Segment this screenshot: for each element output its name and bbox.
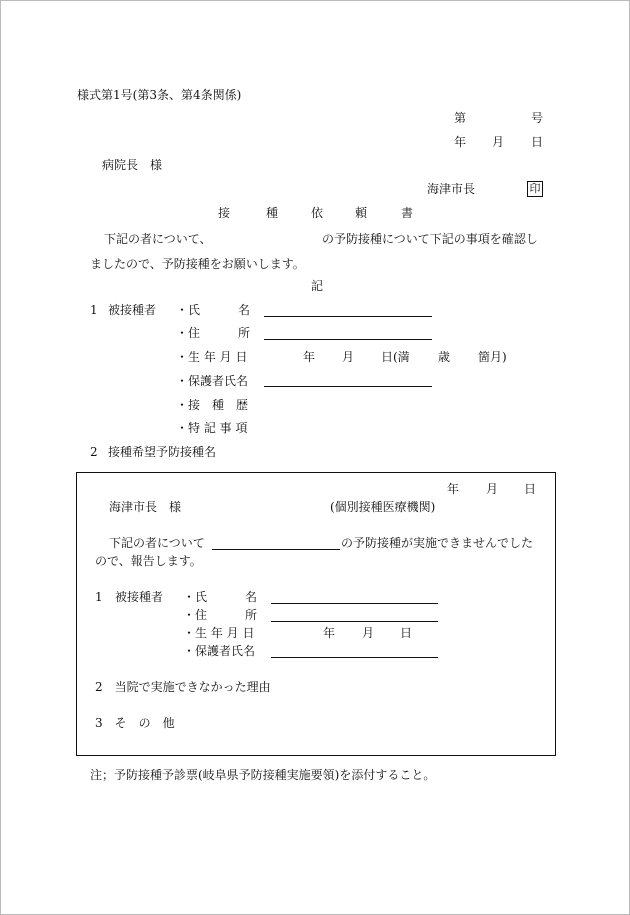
report-birth-month: 月 xyxy=(362,626,375,640)
section1-number: 1 xyxy=(90,303,98,317)
report-birth-label: ・生 年 月 日 xyxy=(183,626,255,640)
doc-number-suffix: 号 xyxy=(531,111,544,125)
report-box xyxy=(76,472,556,756)
birth-label: ・生 年 月 日 xyxy=(176,350,248,364)
report-address-label-a: ・住 xyxy=(183,608,208,622)
birth-years-old: 歳 xyxy=(438,350,451,364)
address-label-a: ・住 xyxy=(176,326,201,340)
history-label: ・接 種 歴 xyxy=(176,398,249,412)
guardian-label: ・保護者氏名 xyxy=(176,374,249,388)
report-section2: 2 当院で実施できなかった理由 xyxy=(95,680,271,694)
report-address-line xyxy=(271,621,438,622)
intro-line1-a: 下記の者について、 xyxy=(104,232,212,246)
report-name-label-b: 名 xyxy=(245,590,258,604)
title-char-2: 種 xyxy=(266,206,279,220)
report-date-day: 日 xyxy=(524,482,537,496)
form-number: 様式第1号(第3条、第4条関係) xyxy=(77,88,242,102)
name-label-b: 名 xyxy=(238,303,251,317)
footnote: 注；予防接種予診票(岐阜県予防接種実施要領)を添付すること。 xyxy=(90,768,436,782)
report-body-b: の予防接種が実施できませんでした xyxy=(341,536,534,550)
report-name-label-a: ・氏 xyxy=(183,590,208,604)
report-guardian-label: ・保護者氏名 xyxy=(183,644,256,658)
address-label-b: 所 xyxy=(238,326,251,340)
title-char-4: 頼 xyxy=(355,206,368,220)
report-section1-heading: 被接種者 xyxy=(115,590,164,604)
name-label-a: ・氏 xyxy=(176,303,201,317)
name-field-line xyxy=(264,316,432,317)
notes-label: ・特 記 事 項 xyxy=(176,421,248,435)
birth-year: 年 xyxy=(303,350,316,364)
report-address-label-b: 所 xyxy=(245,608,258,622)
report-date-year: 年 xyxy=(447,482,460,496)
addressee: 病院長 様 xyxy=(102,158,163,172)
report-section3: 3 そ の 他 xyxy=(95,716,175,730)
title-char-1: 接 xyxy=(218,206,231,220)
section1-heading: 被接種者 xyxy=(108,303,157,317)
intro-line1-b: の予防接種について下記の事項を確認し xyxy=(322,232,538,246)
seal-mark: 印 xyxy=(527,181,543,197)
report-name-line xyxy=(271,603,438,604)
report-guardian-line xyxy=(271,657,438,658)
guardian-field-line xyxy=(264,386,432,387)
address-field-line xyxy=(264,339,432,340)
date-month: 月 xyxy=(492,135,505,149)
report-birth-year: 年 xyxy=(323,626,336,640)
intro-line2: ましたので、予防接種をお願いします。 xyxy=(90,257,305,271)
date-day: 日 xyxy=(531,135,544,149)
report-addressee: 海津市長 様 xyxy=(109,500,182,514)
report-birth-day: 日 xyxy=(400,626,413,640)
birth-day-age: 日(満 xyxy=(381,350,410,364)
report-body-c: ので、報告します。 xyxy=(95,554,202,568)
report-institution: (個別接種医療機関) xyxy=(330,500,436,514)
doc-number-prefix: 第 xyxy=(454,111,467,125)
report-vaccine-line xyxy=(212,549,340,550)
section2-heading: 接種希望予防接種名 xyxy=(108,445,217,459)
birth-month: 月 xyxy=(342,350,355,364)
title-char-3: 依 xyxy=(311,206,324,220)
report-section1-number: 1 xyxy=(95,590,103,604)
section2-number: 2 xyxy=(90,445,98,459)
birth-months-old: 箇月) xyxy=(478,350,507,364)
ki-mark: 記 xyxy=(311,279,324,293)
date-year: 年 xyxy=(454,135,467,149)
sender: 海津市長 xyxy=(427,182,476,196)
report-date-month: 月 xyxy=(486,482,499,496)
report-body-a: 下記の者について xyxy=(109,536,205,550)
title-char-5: 書 xyxy=(401,206,414,220)
